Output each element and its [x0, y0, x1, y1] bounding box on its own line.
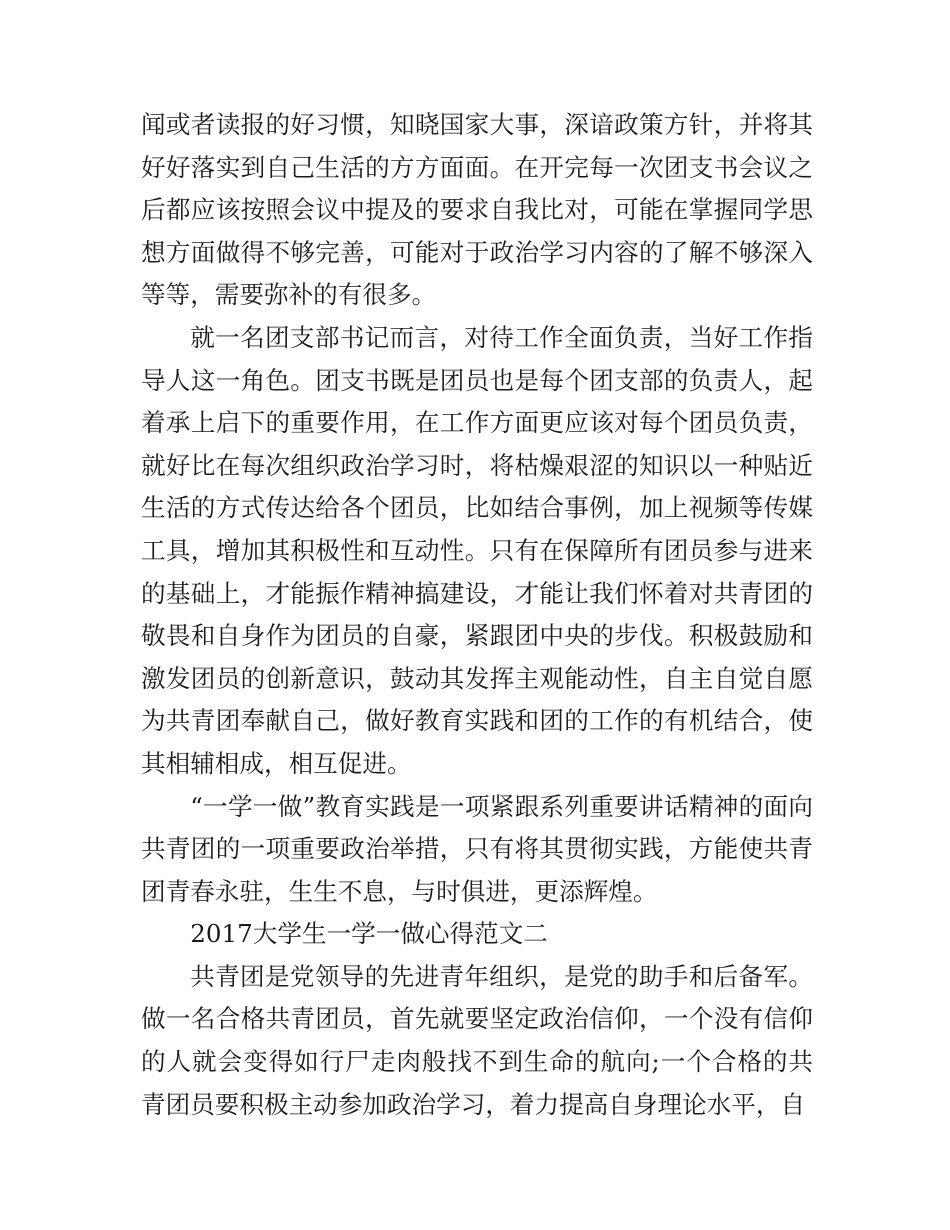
paragraph-youth-league: 共青团是党领导的先进青年组织，是党的助手和后备军。做一名合格共青团员，首先就要坚定政治信仰，一个没有信仰的人就会变得如行尸走肉般找不到生命的航向;一个合格的共青团员要积极主动参加政治学习，着力提高自身理论水平，自	[141, 961, 813, 1119]
paragraph-education-practice: “一学一做”教育实践是一项紧跟系列重要讲话精神的面向共青团的一项重要政治举措，只有将其贯彻实践，方能使共青团青春永驻，生生不息，与时俱进，更添辉煌。	[141, 791, 813, 906]
document-body	[141, 104, 813, 1126]
paragraph-continuation: 闻或者读报的好习惯，知晓国家大事，深谙政策方针，并将其好好落实到自己生活的方方面面。在开完每一次团支书会议之后都应该按照会议中提及的要求自我比对，可能在掌握同学思想方面做得不够完善，可能对于政治学习内容的了解不够深入等等，需要弥补的有很多。	[141, 110, 813, 310]
section-heading: 2017大学生一学一做心得范文二	[190, 919, 548, 949]
paragraph-secretary-role: 就一名团支部书记而言，对待工作全面负责，当好工作指导人这一角色。团支书既是团员也是每个团支部的负责人，起着承上启下的重要作用，在工作方面更应该对每个团员负责，就好比在每次组织政治学习时，将枯燥艰涩的知识以一种贴近生活的方式传达给各个团员，比如结合事例，加上视频等传媒工具，增加其积极性和互动性。只有在保障所有团员参与进来的基础上，才能振作精神搞建设，才能让我们怀着对共青团的敬畏和自身作为团员的自豪，紧跟团中央的步伐。积极鼓励和激发团员的创新意识，鼓动其发挥主观能动性，自主自觉自愿为共青团奉献自己，做好教育实践和团的工作的有机结合，使其相辅相成，相互促进。	[141, 322, 813, 778]
